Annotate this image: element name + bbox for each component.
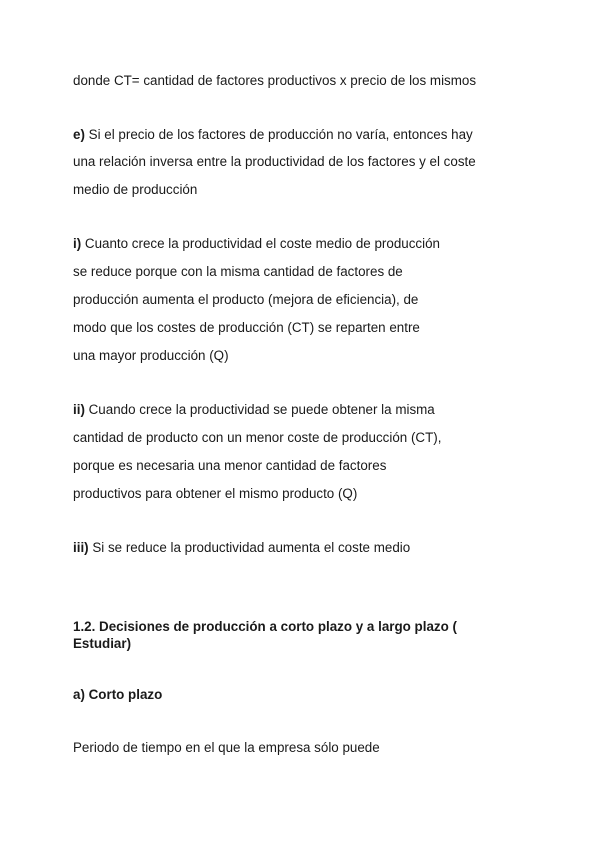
paragraph-i-line-3: producción aumenta el producto (mejora de eficiencia), de — [73, 292, 419, 307]
paragraph-ii-line-1: ii) Cuando crece la productividad se puede obtener la misma — [73, 402, 435, 417]
paragraph-label: i) — [73, 236, 82, 251]
paragraph-label: e) — [73, 127, 85, 142]
section-heading-line-1: 1.2. Decisiones de producción a corto plazo y a largo plazo ( — [73, 619, 457, 634]
section-heading-line-2: Estudiar) — [73, 636, 132, 651]
paragraph-ii-line-4: productivos para obtener el mismo producto (Q) — [73, 486, 358, 501]
paragraph-i-line-4: modo que los costes de producción (CT) se reparten entre — [73, 320, 420, 335]
paragraph-formula-note: donde CT= cantidad de factores productivos x precio de los mismos — [73, 73, 477, 88]
paragraph-i-line-2: se reduce porque con la misma cantidad de factores de — [73, 264, 403, 279]
paragraph-e-line-3: medio de producción — [73, 182, 198, 197]
paragraph-label: ii) — [73, 402, 85, 417]
paragraph-ii-line-2: cantidad de producto con un menor coste de producción (CT), — [73, 430, 442, 445]
paragraph-ii-line-3: porque es necesaria una menor cantidad de factores — [73, 458, 387, 473]
paragraph-label: iii) — [73, 540, 89, 555]
subheading-short-term: a) Corto plazo — [73, 687, 163, 702]
paragraph-e-line-2: una relación inversa entre la productividad de los factores y el coste — [73, 154, 476, 169]
paragraph-e-line-1: e) Si el precio de los factores de producción no varía, entonces hay — [73, 127, 473, 142]
paragraph-i-line-1: i) Cuanto crece la productividad el coste medio de producción — [73, 236, 440, 251]
section-body-line-1: Periodo de tiempo en el que la empresa sólo puede — [73, 740, 380, 755]
paragraph-iii-line-1: iii) Si se reduce la productividad aumenta el coste medio — [73, 540, 411, 555]
paragraph-i-line-5: una mayor producción (Q) — [73, 348, 229, 363]
